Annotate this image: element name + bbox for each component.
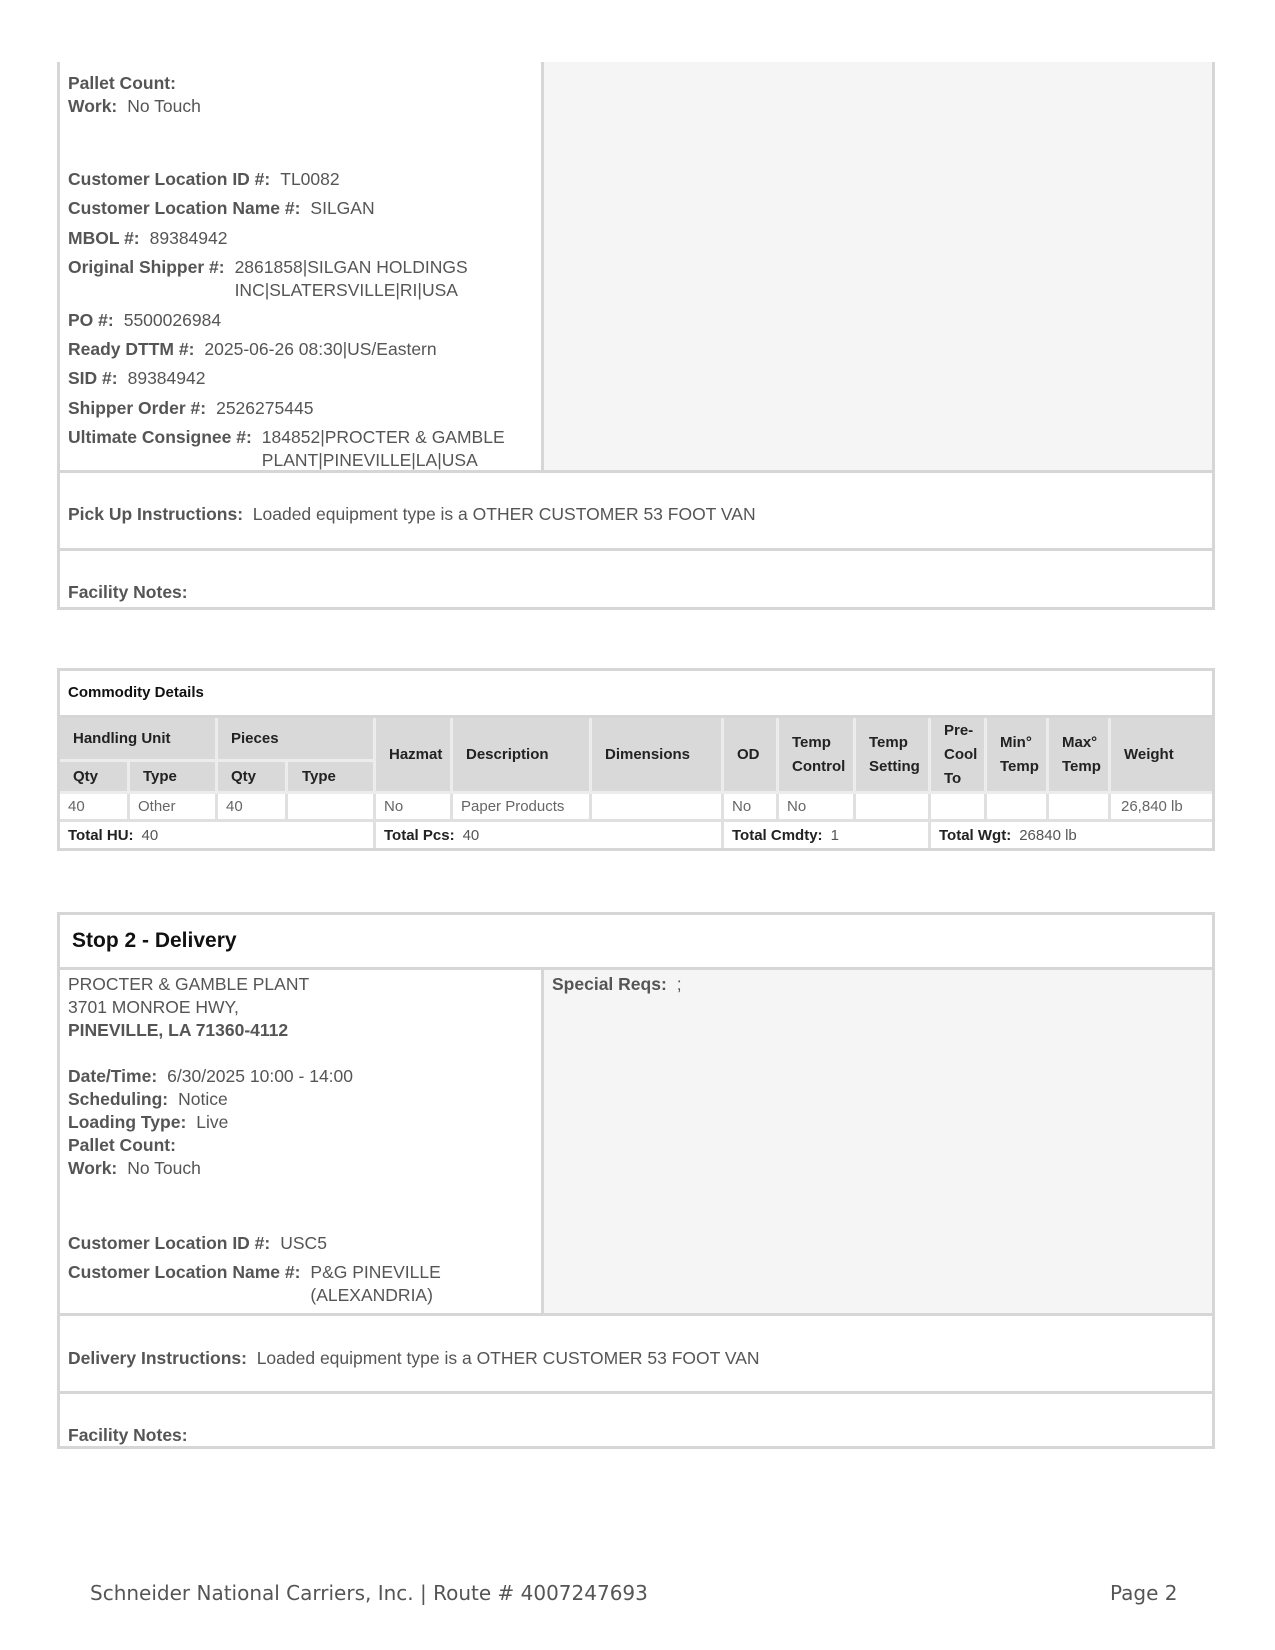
stop2-special-reqs-panel	[541, 970, 1212, 1313]
total-wgt: Total Wgt: 26840 lb	[939, 826, 1077, 844]
po-number: PO #: 5500026984	[68, 310, 222, 330]
header-temp-setting: Temp Setting	[856, 718, 931, 794]
cell-temp-control: No	[779, 794, 856, 822]
cell-pcs-type	[288, 794, 376, 822]
header-hu-qty: Qty	[60, 762, 130, 794]
cell-temp-setting	[856, 794, 931, 822]
customer-location-id: Customer Location ID #: TL0082	[68, 169, 340, 189]
header-hazmat: Hazmat	[376, 718, 453, 794]
stop2-street: 3701 MONROE HWY,	[68, 997, 239, 1017]
pallet-count: Pallet Count:	[68, 73, 176, 93]
total-cmdty: Total Cmdty: 1	[724, 822, 931, 848]
divider	[60, 1391, 1212, 1394]
stop2-customer-location-name: Customer Location Name #: P&G PINEVILLE (ALEXANDRIA)	[68, 1262, 441, 1305]
footer-route: Schneider National Carriers, Inc. | Route # 4007247693	[90, 1581, 648, 1605]
header-od: OD	[724, 718, 779, 794]
cell-hu-type: Other	[130, 794, 218, 822]
original-shipper: Original Shipper #: 2861858|SILGAN HOLDINGS INC|SLATERSVILLE|RI|USA	[68, 257, 468, 300]
commodity-details-title: Commodity Details	[68, 684, 204, 701]
stop2-scheduling: Scheduling: Notice	[68, 1089, 228, 1109]
header-pcs-type: Type	[288, 762, 376, 794]
total-pcs: Total Pcs: 40	[376, 822, 724, 848]
divider	[60, 1313, 1212, 1316]
total-hu: Total HU: 40	[60, 822, 376, 848]
sid: SID #: 89384942	[68, 368, 206, 388]
stop2-loading-type: Loading Type: Live	[68, 1112, 229, 1132]
stop2-section	[57, 912, 1215, 1449]
header-pcs-qty: Qty	[218, 762, 288, 794]
cell-precool	[931, 794, 987, 822]
stop1-facility-notes: Facility Notes:	[68, 582, 188, 602]
pickup-instructions: Pick Up Instructions: Loaded equipment type is a OTHER CUSTOMER 53 FOOT VAN	[68, 504, 756, 524]
header-precool-to: Pre- Cool To	[931, 718, 987, 794]
header-temp-control: Temp Control	[779, 718, 856, 794]
footer-page-number: Page 2	[1110, 1581, 1178, 1605]
shipper-order: Shipper Order #: 2526275445	[68, 398, 314, 418]
cell-min-temp	[987, 794, 1049, 822]
cell-hu-qty: 40	[60, 794, 130, 822]
cell-dimensions	[592, 794, 724, 822]
stop2-datetime: Date/Time: 6/30/2025 10:00 - 14:00	[68, 1066, 354, 1086]
ultimate-consignee: Ultimate Consignee #: 184852|PROCTER & GAMBLE PLANT|PINEVILLE|LA|USA	[68, 427, 505, 470]
header-max-temp: Max° Temp	[1049, 718, 1111, 794]
header-dimensions: Dimensions	[592, 718, 724, 794]
cell-max-temp	[1049, 794, 1111, 822]
stop2-work: Work: No Touch	[68, 1158, 201, 1178]
header-handling-unit: Handling Unit	[60, 718, 218, 762]
cell-pcs-qty: 40	[218, 794, 288, 822]
stop2-pallet-count: Pallet Count:	[68, 1135, 176, 1155]
stop1-section	[57, 62, 1215, 610]
header-hu-type: Type	[130, 762, 218, 794]
stop1-details	[60, 62, 541, 470]
divider	[60, 548, 1212, 551]
stop1-special-reqs-panel	[541, 62, 1212, 470]
cell-hazmat: No	[376, 794, 453, 822]
header-description: Description	[453, 718, 592, 794]
stop2-city-state-zip: PINEVILLE, LA 71360-4112	[68, 1020, 289, 1040]
header-min-temp: Min° Temp	[987, 718, 1049, 794]
stop2-name: PROCTER & GAMBLE PLANT	[68, 974, 310, 994]
work: Work: No Touch	[68, 96, 201, 116]
stop2-details	[60, 970, 541, 1313]
stop2-customer-location-id: Customer Location ID #: USC5	[68, 1233, 327, 1253]
mbol: MBOL #: 89384942	[68, 228, 228, 248]
stop2-facility-notes: Facility Notes:	[68, 1425, 188, 1445]
commodity-details-table	[57, 668, 1215, 851]
stop2-special-reqs: Special Reqs: ;	[552, 974, 682, 994]
stop2-title: Stop 2 - Delivery	[72, 929, 237, 952]
cell-weight: 26,840 lb	[1111, 794, 1212, 822]
customer-location-name: Customer Location Name #: SILGAN	[68, 198, 375, 218]
header-weight: Weight	[1111, 718, 1212, 794]
cell-od: No	[724, 794, 779, 822]
ready-dttm: Ready DTTM #: 2025-06-26 08:30|US/Eastern	[68, 339, 437, 359]
cell-description: Paper Products	[453, 794, 592, 822]
header-pieces: Pieces	[218, 718, 376, 762]
delivery-instructions: Delivery Instructions: Loaded equipment type is a OTHER CUSTOMER 53 FOOT VAN	[68, 1348, 760, 1368]
divider	[60, 470, 1212, 473]
